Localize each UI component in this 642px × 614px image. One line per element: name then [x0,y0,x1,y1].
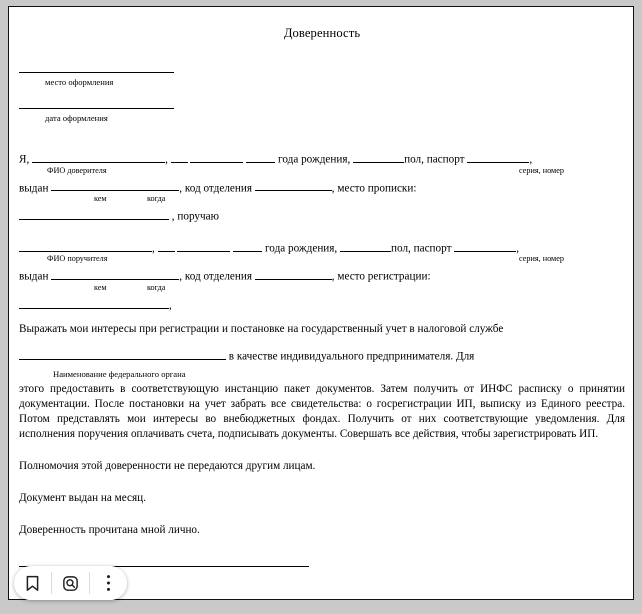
principal-address-tail: , поручаю [171,210,219,223]
principal-block [19,151,625,226]
agent-issuer-blank[interactable] [51,268,179,280]
principal-passport-serial-blank[interactable] [467,151,529,163]
principal-birth-year-blank[interactable] [246,151,275,163]
principal-birth-month-blank[interactable] [190,151,243,163]
more-options-button[interactable] [90,566,127,600]
bookmark-icon [25,575,40,592]
agent-fio-comma: , [152,242,155,255]
document-page [8,6,634,600]
place-of-issue-caption: место оформления [45,76,114,87]
principal-address-line [19,208,625,226]
agent-issued-date-caption: когда [147,282,166,292]
principal-birth-day-blank[interactable] [171,151,188,163]
agent-address-tail: , [169,299,172,312]
principal-passport-line [19,180,625,198]
agent-issued-label: выдан [19,271,49,284]
agent-passport-serial-blank[interactable] [454,240,516,252]
agent-birth-year-blank[interactable] [233,240,262,252]
more-options-icon [106,574,111,592]
agent-address-label: , место регистрации: [331,271,431,284]
principal-fio-comma: , [165,153,168,166]
principal-issuer-blank[interactable] [51,180,179,192]
agent-fio-caption: ФИО поручителя [47,254,108,264]
principal-identity-captions [19,165,625,179]
federal-organ-field [19,348,625,380]
principal-issued-date-caption: когда [147,194,166,204]
agent-dept-label: , код отделения [179,271,252,284]
agent-birth-month-blank[interactable] [177,240,230,252]
principal-serial-caption: серия, номер [519,165,564,175]
bookmark-button[interactable] [14,566,51,600]
agent-identity-captions [19,254,625,267]
agent-fio-blank[interactable] [19,240,152,252]
principal-dept-blank[interactable] [255,180,332,192]
authority-main-text: этого предоставить в соответствующую инстанцию пакет документов. Затем получить от ИНФС расписку о принятии документации. После постановки на учет забрать все свидетельства: о госрегистрации ИП, выписку из Единого реестра. Потом представлять мои интересы во внебюджетных фондах. Получить от них соответствующие уведомления. Для исполнения поручения оплачивать счета, подписывать документы. Совершать все действия, чтобы зарегистрировать ИП. [19,383,625,441]
federal-organ-caption: Наименование федерального органа [53,369,186,379]
principal-dept-label: , код отделения [179,182,252,195]
principal-sex-label: пол, паспорт [404,153,465,166]
principal-fio-caption: ФИО доверителя [47,165,107,175]
date-of-issue-caption: дата оформления [45,113,108,124]
agent-issuer-caption: кем [94,282,107,292]
date-of-issue-field [19,108,625,124]
clause-read-personally: Доверенность прочитана мной лично. [19,524,200,537]
search-icon [61,574,80,593]
agent-passport-line [19,268,625,286]
agent-serial-caption: серия, номер [519,254,564,264]
authority-intro-tail: в качестве индивидуального предпринимателя. Для [228,351,475,364]
authority-intro-text: Выражать мои интересы при регистрации и постановке на государственный учет в налоговой службе [19,323,504,336]
principal-sex-blank[interactable] [353,151,404,163]
principal-issued-label: выдан [19,182,49,195]
floating-toolbar [14,566,127,600]
page-title: Доверенность [283,26,361,40]
principal-fio-blank[interactable] [32,151,165,163]
agent-sex-blank[interactable] [340,240,391,252]
principal-address-label: , место прописки: [331,182,417,195]
page-content [19,15,625,599]
agent-birth-day-blank[interactable] [158,240,175,252]
principal-birth-label: года рождения, [278,153,351,166]
agent-block [19,240,625,315]
clause-no-transfer: Полномочия этой доверенности не передаются другим лицам. [19,460,316,473]
principal-line-comma: , [529,153,533,166]
clause-term: Документ выдан на месяц. [19,492,146,505]
agent-sex-label: пол, паспорт [391,242,452,255]
agent-address-blank[interactable] [19,297,169,309]
agent-passport-captions [19,282,625,296]
search-button[interactable] [52,566,89,600]
agent-line-comma: , [516,242,520,255]
place-of-issue-field [19,72,625,88]
principal-issuer-caption: кем [94,194,107,204]
principal-passport-captions [19,194,625,207]
federal-organ-blank[interactable] [19,348,226,360]
agent-birth-label: года рождения, [264,242,338,255]
agent-address-line [19,297,625,315]
principal-address-blank[interactable] [19,208,169,220]
principal-lead-label: Я, [19,153,30,166]
agent-dept-blank[interactable] [255,268,332,280]
